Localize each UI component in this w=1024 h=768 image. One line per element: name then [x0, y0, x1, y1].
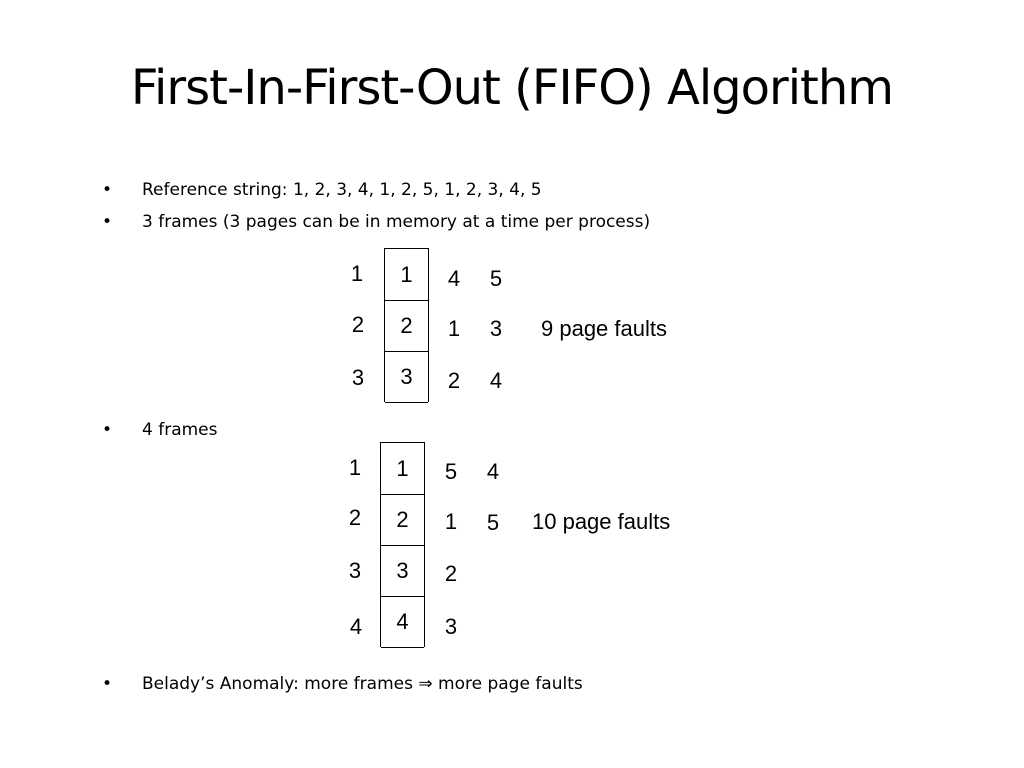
replaced-page: 4 [486, 459, 500, 484]
replaced-page: 3 [489, 316, 503, 341]
page-fault-count: 10 page faults [532, 509, 671, 534]
frame-value: 3 [400, 364, 413, 389]
row-label: 1 [350, 261, 364, 286]
three-frames-text: 3 frames (3 pages can be in memory at a time per process) [142, 212, 651, 232]
replaced-page: 5 [444, 459, 458, 484]
frame-value: 1 [396, 455, 409, 481]
frame-value: 1 [400, 261, 413, 287]
belady-suffix: more page faults [432, 674, 583, 694]
page-fault-count: 9 page faults [541, 316, 667, 341]
replaced-page: 5 [489, 266, 503, 291]
replaced-page: 4 [447, 266, 461, 291]
frame-value: 3 [396, 558, 409, 583]
frame-cell [381, 495, 424, 546]
frame-value: 2 [400, 313, 413, 338]
row-label: 3 [348, 558, 362, 583]
beladys-anomaly-text [142, 674, 583, 694]
frame-cell [381, 546, 424, 597]
row-label: 4 [349, 614, 363, 639]
bullet-dot: • [102, 180, 113, 200]
four-frames-text: 4 frames [142, 420, 218, 440]
slide-title: First-In-First-Out (FIFO) Algorithm [130, 60, 894, 116]
frame-table [384, 248, 429, 402]
bullet-dot: • [102, 674, 113, 694]
replaced-page: 5 [486, 510, 500, 535]
replaced-page: 3 [444, 614, 458, 639]
replaced-page: 1 [447, 316, 461, 341]
row-label: 2 [348, 505, 362, 530]
frame-table [380, 442, 425, 647]
frame-value: 4 [396, 609, 409, 634]
implies-arrow-icon: ⇒ [418, 674, 433, 694]
frame-value: 2 [396, 507, 409, 532]
frame-cell [385, 301, 428, 352]
replaced-page: 2 [444, 561, 458, 586]
frame-cell [381, 443, 424, 495]
belady-prefix: Belady’s Anomaly: more frames [142, 674, 419, 694]
row-label: 3 [351, 365, 365, 390]
row-label: 2 [351, 312, 365, 337]
frame-cell [381, 597, 424, 648]
frame-cell [385, 352, 428, 403]
row-label: 1 [348, 455, 362, 480]
bullet-dot: • [102, 420, 113, 440]
frame-cell [385, 249, 428, 301]
replaced-page: 1 [444, 509, 458, 534]
reference-string-text: Reference string: 1, 2, 3, 4, 1, 2, 5, 1, 2, 3, 4, 5 [142, 180, 542, 200]
replaced-page: 2 [447, 368, 461, 393]
replaced-page: 4 [489, 368, 503, 393]
bullet-dot: • [102, 212, 113, 232]
